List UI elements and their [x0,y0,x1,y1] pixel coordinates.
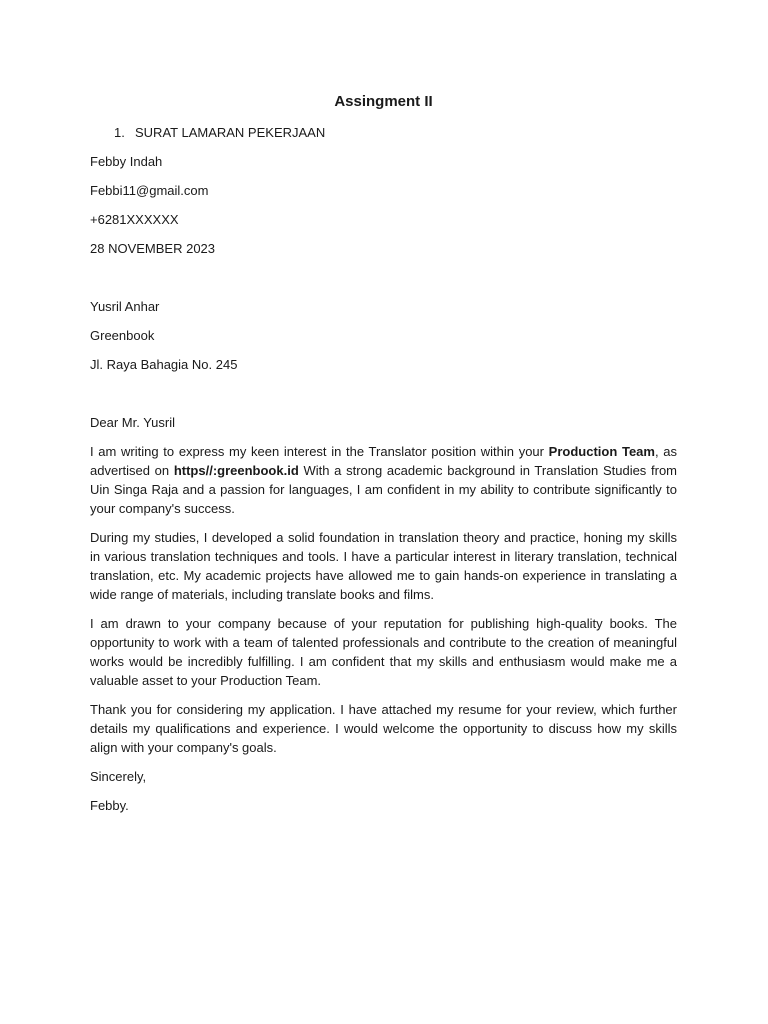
paragraph-1-text-c: With a strong academic background in Translation Studies from Uin Singa Raja and a passion for languages, I am confident in my ability to contribute significantly to your company's success. [90,463,677,516]
document-title: Assingment II [334,93,433,110]
production-team-bold: Production Team [548,444,655,459]
body-paragraph-2: During my studies, I developed a solid foundation in translation theory and practice, honing my skills in various translation techniques and tools. I have a particular interest in literary translation, technical translation, etc. My academic projects have allowed me to gain hands-on experience in translating a wide range of materials, including translate books and films. [90,530,677,602]
salutation: Dear Mr. Yusril [90,415,176,430]
body-paragraph-3: I am drawn to your company because of your reputation for publishing high-quality books. The opportunity to work with a team of talented professionals and contribute to the creation of meaningful works would be incredibly fulfilling. I am confident that my skills and enthusiasm would make me a valuable asset to your Production Team. [90,616,677,688]
closing: Sincerely, [90,769,147,784]
website-bold: https//:greenbook.id [173,463,299,478]
body-paragraph-1 [90,442,677,518]
list-item-text: SURAT LAMARAN PEKERJAAN [135,125,326,140]
document-content [90,92,677,825]
signature: Febby. [90,798,129,813]
paragraph-1-text-b: , as advertised on [90,444,677,478]
paragraph-1-text-a: I am writing to express my keen interest in the Translator position within your [90,444,549,459]
recipient-company: Greenbook [90,328,155,343]
body-paragraph-4: Thank you for considering my application. I have attached my resume for your review, which further details my qualifications and experience. I would welcome the opportunity to discuss how my skills align with your company's goals. [90,702,677,755]
sender-email: Febbi11@gmail.com [90,183,209,198]
list-number: 1. [114,125,125,140]
numbered-list-item [90,123,677,142]
letter-date: 28 NOVEMBER 2023 [90,241,216,256]
sender-name: Febby Indah [90,154,163,169]
blank-line [90,268,677,287]
sender-phone: +6281XXXXXX [90,212,179,227]
blank-line [90,384,677,403]
recipient-address: Jl. Raya Bahagia No. 245 [90,357,238,372]
recipient-name: Yusril Anhar [90,299,160,314]
